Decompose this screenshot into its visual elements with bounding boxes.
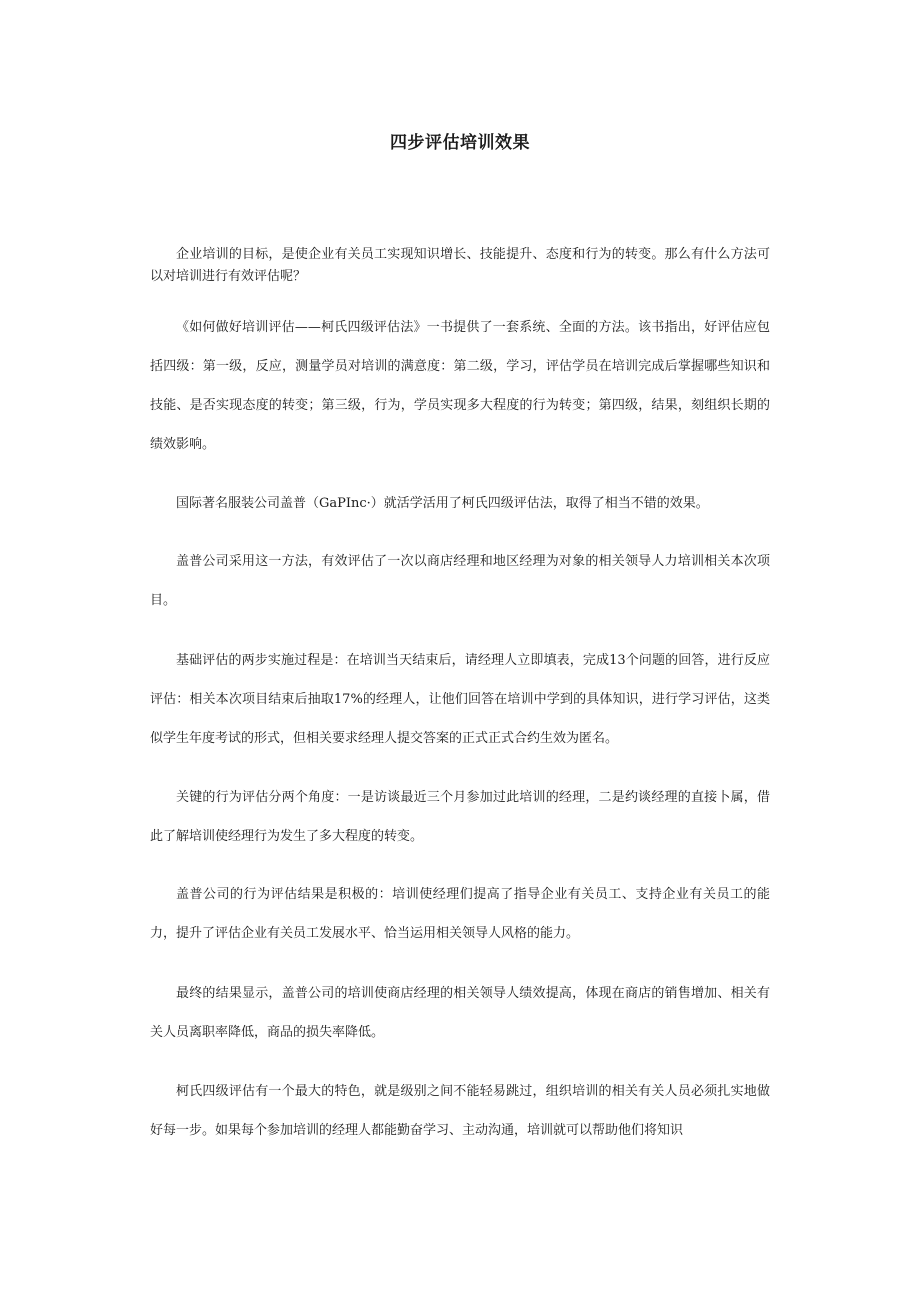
paragraph-3: 国际著名服装公司盖普（GaPInc·）就活学活用了柯氏四级评估法，取得了相当不错的效果。 xyxy=(176,496,709,511)
paragraph-8: 最终的结果显示，盖普公司的培训使商店经理的相关领导人绩效提高，体现在商店的销售增加、相关有关人员离职率降低，商品的损失率降低。 xyxy=(150,986,770,1040)
paragraph-5: 基础评估的两步实施过程是：在培训当天结束后，请经理人立即填表，完成13个问题的回答，进行反应评估：相关本次项目结束后抽取17%的经理人，让他们回答在培训中学到的具体知识，进行学习评估，这类似学生年度考试的形式，但相关要求经理人提交答案的正式正式合约生效为匿名。 xyxy=(150,653,770,746)
paragraph-2: 《如何做好培训评估——柯氏四级评估法》一书提供了一套系统、全面的方法。该书指出，好评估应包括四级：第一级，反应，测量学员对培训的满意度：第二级，学习，评估学员在培训完成后掌握哪些知识和技能、是否实现态度的转变；第三级，行为，学员实现多大程度的行为转变；第四级，结果，刻组织长期的绩效影响。 xyxy=(150,320,770,452)
paragraph-6: 关键的行为评估分两个角度：一是访谈最近三个月参加过此培训的经理，二是约谈经理的直接卜属，借此了解培训使经理行为发生了多大程度的转变。 xyxy=(150,790,770,844)
paragraph-7: 盖普公司的行为评估结果是积极的：培训使经理们提高了指导企业有关员工、支持企业有关员工的能力，提升了评估企业有关员工发展水平、恰当运用相关领导人风格的能力。 xyxy=(150,887,770,941)
paragraph-9: 柯氏四级评估有一个最大的特色，就是级别之间不能轻易跳过，组织培训的相关有关人员必须扎实地做好每一步。如果每个参加培训的经理人都能勤奋学习、主动沟通，培训就可以帮助他们将知识 xyxy=(150,1084,770,1138)
paragraph-1: 企业培训的目标，是使企业有关员工实现知识增长、技能提升、态度和行为的转变。那么有什么方法可以对培训进行有效评估呢？ xyxy=(150,247,770,284)
paragraph-4: 盖普公司采用这一方法，有效评估了一次以商店经理和地区经理为对象的相关领导人力培训相关本次项目。 xyxy=(150,554,770,608)
document-title: 四步评估培训效果 xyxy=(390,133,530,153)
